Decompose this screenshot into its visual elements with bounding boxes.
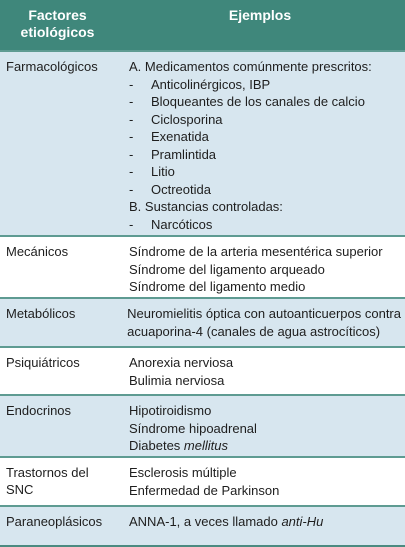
list-item-text: Ciclosporina <box>151 111 223 127</box>
example-line: Enfermedad de Parkinson <box>129 482 280 498</box>
example-line: acuaporina-4 (canales de agua astrocíticos) <box>127 323 381 339</box>
list-item <box>129 76 401 94</box>
dash-bullet: - <box>129 111 134 127</box>
table-row-mecanicos <box>0 235 405 297</box>
dash-bullet: - <box>129 164 134 179</box>
list-item <box>129 216 401 234</box>
anna-text: ANNA-1, a veces llamado <box>129 514 282 529</box>
diabetes-text: Diabetes <box>129 438 184 453</box>
dash-bullet: - <box>129 76 134 92</box>
example-line: Síndrome del ligamento medio <box>129 279 306 294</box>
anna-italic: anti-Hu <box>281 514 324 529</box>
factor-cell: Psiquiátricos <box>6 355 80 370</box>
examples-cell <box>115 52 405 235</box>
dash-bullet: - <box>129 146 134 162</box>
list-item <box>129 146 401 164</box>
dash-bullet: - <box>129 181 134 197</box>
factor-cell: Mecánicos <box>6 244 69 259</box>
list-item <box>129 111 401 129</box>
header-factors-line2: etiológicos <box>20 24 95 40</box>
example-line: Bulimia nerviosa <box>129 372 225 388</box>
example-line: Esclerosis múltiple <box>129 465 237 480</box>
table-row-metabolicos <box>0 297 405 346</box>
example-line: Síndrome del ligamento arqueado <box>129 261 325 277</box>
example-line-anna <box>129 513 401 531</box>
list-item-text: Narcóticos <box>151 216 213 232</box>
header-examples: Ejemplos <box>228 7 292 23</box>
factor-cell: Paraneoplásicos <box>6 514 103 529</box>
list-item-text: Anticolinérgicos, IBP <box>151 76 271 92</box>
factor-cell: Farmacológicos <box>6 59 98 74</box>
dash-bullet: - <box>129 129 134 144</box>
example-line: Síndrome hipoadrenal <box>129 420 257 436</box>
dash-bullet: - <box>129 94 134 109</box>
list-item-text: Bloqueantes de los canales de calcio <box>151 94 365 109</box>
diabetes-italic: mellitus <box>183 438 228 453</box>
factor-cell: Endocrinos <box>6 403 72 418</box>
examples-cell <box>113 299 405 346</box>
group-a-heading: A. Medicamentos comúnmente prescritos: <box>129 59 372 74</box>
examples-cell <box>115 507 405 545</box>
list-item <box>129 181 401 199</box>
table-row-snc <box>0 456 405 505</box>
list-item <box>129 163 401 181</box>
factor-cell: Trastornos del SNC <box>6 465 89 497</box>
table-row-psiquiatricos <box>0 346 405 394</box>
example-line: Hipotiroidismo <box>129 403 212 418</box>
list-item-text: Pramlintida <box>151 146 217 162</box>
example-line: Neuromielitis óptica con autoanticuerpos contra <box>127 306 401 321</box>
list-item <box>129 128 401 146</box>
example-line: Anorexia nerviosa <box>129 355 234 370</box>
examples-cell <box>115 458 405 505</box>
list-item-text: Octreotida <box>151 181 211 197</box>
examples-cell <box>115 348 405 394</box>
list-item-text: Litio <box>151 164 175 179</box>
group-b-heading: B. Sustancias controladas: <box>129 199 283 214</box>
table-row-paraneoplasicos <box>0 505 405 545</box>
list-item-text: Exenatida <box>151 129 209 144</box>
example-line-diabetes <box>129 437 401 455</box>
table-row-farmacologicos <box>0 50 405 235</box>
example-line: Síndrome de la arteria mesentérica superior <box>129 244 383 259</box>
header-factors-line1: Factores <box>28 7 87 23</box>
examples-cell <box>115 237 405 297</box>
table-row-endocrinos <box>0 394 405 456</box>
factor-cell: Metabólicos <box>6 306 76 321</box>
dash-bullet: - <box>129 216 134 232</box>
examples-cell <box>115 396 405 456</box>
list-item <box>129 93 401 111</box>
header-factors <box>0 0 115 50</box>
table-header <box>0 0 405 50</box>
